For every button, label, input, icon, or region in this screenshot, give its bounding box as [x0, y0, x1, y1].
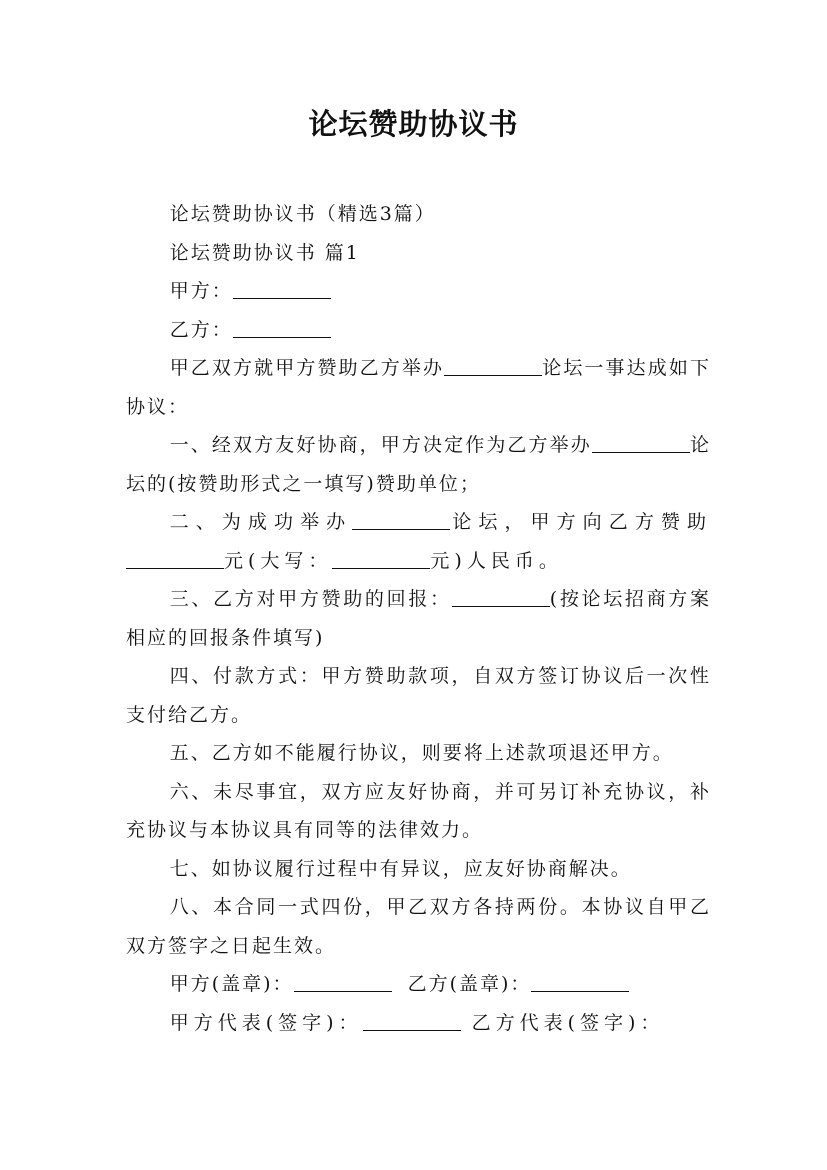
- clause-7: 七、如协议履行过程中有异议，应友好协商解决。: [169, 857, 632, 880]
- party-a-line: 甲方：: [126, 272, 711, 311]
- section-heading: 论坛赞助协议书 篇1: [169, 241, 360, 264]
- blank-line: [294, 972, 392, 992]
- intro-paragraph: 甲乙双方就甲方赞助乙方举办 论坛一事达成如下协议：: [126, 357, 711, 418]
- clause-3: 三、乙方对甲方赞助的回报： (按论坛招商方案相应的回报条件填写): [126, 588, 711, 649]
- blank-line: [332, 549, 430, 569]
- blank-line: [531, 972, 629, 992]
- signature-line: 甲方代表(签字)： 乙方代表(签字)：: [169, 1011, 665, 1034]
- document-title: 论坛赞助协议书: [308, 107, 519, 141]
- clause-2: 二、为成功举办 论坛，甲方向乙方赞助元(大写： 元)人民币。: [126, 503, 711, 580]
- clause-5: 五、乙方如不能履行协议，则要将上述款项退还甲方。: [169, 742, 674, 764]
- blank-line: [126, 549, 224, 569]
- blank-line: [233, 318, 331, 338]
- document-body: [126, 195, 711, 1042]
- clause-8: 八、本合同一式四份，甲乙双方各持两份。本协议自甲乙双方签字之日起生效。: [126, 896, 711, 957]
- blank-line: [352, 510, 450, 530]
- blank-line: [452, 587, 550, 607]
- seal-line: 甲方(盖章)： 乙方(盖章)：: [126, 965, 711, 1004]
- party-b-line: 乙方：: [126, 311, 711, 350]
- blank-line: [444, 356, 542, 376]
- blank-line: [592, 433, 690, 453]
- clause-4: 四、付款方式：甲方赞助款项，自双方签订协议后一次性支付给乙方。: [126, 665, 711, 726]
- blank-line: [363, 1011, 461, 1031]
- clause-1: 一、经双方友好协商，甲方决定作为乙方举办 论坛的(按赞助形式之一填写)赞助单位；: [126, 434, 711, 495]
- subtitle: 论坛赞助协议书（精选3篇）: [169, 203, 436, 225]
- clause-6: 六、未尽事宜，双方应友好协商，并可另订补充协议，补充协议与本协议具有同等的法律效力。: [126, 780, 711, 841]
- blank-line: [233, 279, 331, 299]
